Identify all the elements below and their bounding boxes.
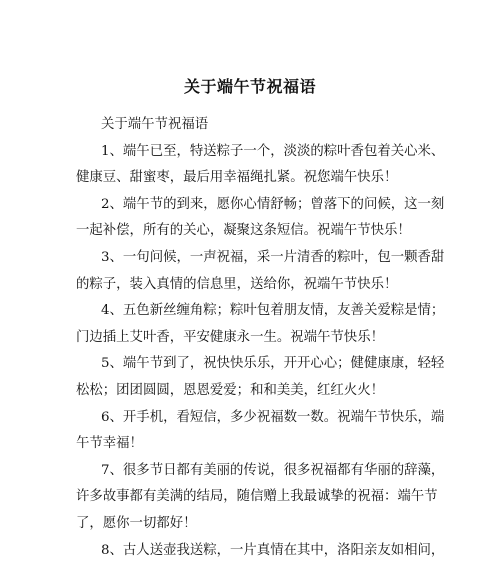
- body-line: 8、古人送壶我送粽，一片真情在其中，洛阳亲友如相问，: [101, 542, 445, 558]
- body-line: 4、五色新丝缠角粽；粽叶包着朋友情，友善关爱粽是情；: [101, 303, 445, 319]
- body-line: 许多故事都有美满的结局，随信赠上我最诚挚的祝福：端午节: [76, 489, 438, 505]
- body-line: 7、很多节日都有美丽的传说，很多祝福都有华丽的辞藻，: [101, 462, 445, 478]
- body-line: 门边插上艾叶香，平安健康永一生。祝端午节快乐！: [76, 329, 384, 345]
- body-line: 松松；团团圆圆，恩恩爱爱；和和美美，红红火火！: [76, 382, 384, 398]
- body-line: 了，愿你一切都好！: [76, 515, 197, 531]
- body-line: 1、端午已至，特送粽子一个，淡淡的粽叶香包着关心米、: [101, 143, 445, 159]
- body-line: 健康豆、甜蜜枣，最后用幸福绳扎紧。祝您端午快乐！: [76, 170, 398, 186]
- body-line: 午节幸福！: [76, 436, 143, 452]
- document-title: 关于端午节祝福语: [183, 77, 316, 96]
- body-line: 关于端午节祝福语: [101, 117, 209, 132]
- body-line: 5、端午节到了，祝快快乐乐，开开心心；健健康康，轻轻: [101, 356, 445, 372]
- body-line: 一起补偿，所有的关心，凝聚这条短信。祝端午节快乐！: [76, 223, 411, 239]
- body-line: 6、开手机，看短信，多少祝福数一数。祝端午节快乐，端: [101, 409, 445, 425]
- body-line: 2、端午节的到来，愿你心情舒畅；曾落下的问候，这一刻: [101, 196, 445, 212]
- body-line: 3、一句问候，一声祝福，采一片清香的粽叶，包一颗香甜: [101, 249, 445, 265]
- document-body: [76, 112, 445, 564]
- body-line: 的粽子，装入真情的信息里，送给你，祝端午节快乐！: [76, 276, 398, 292]
